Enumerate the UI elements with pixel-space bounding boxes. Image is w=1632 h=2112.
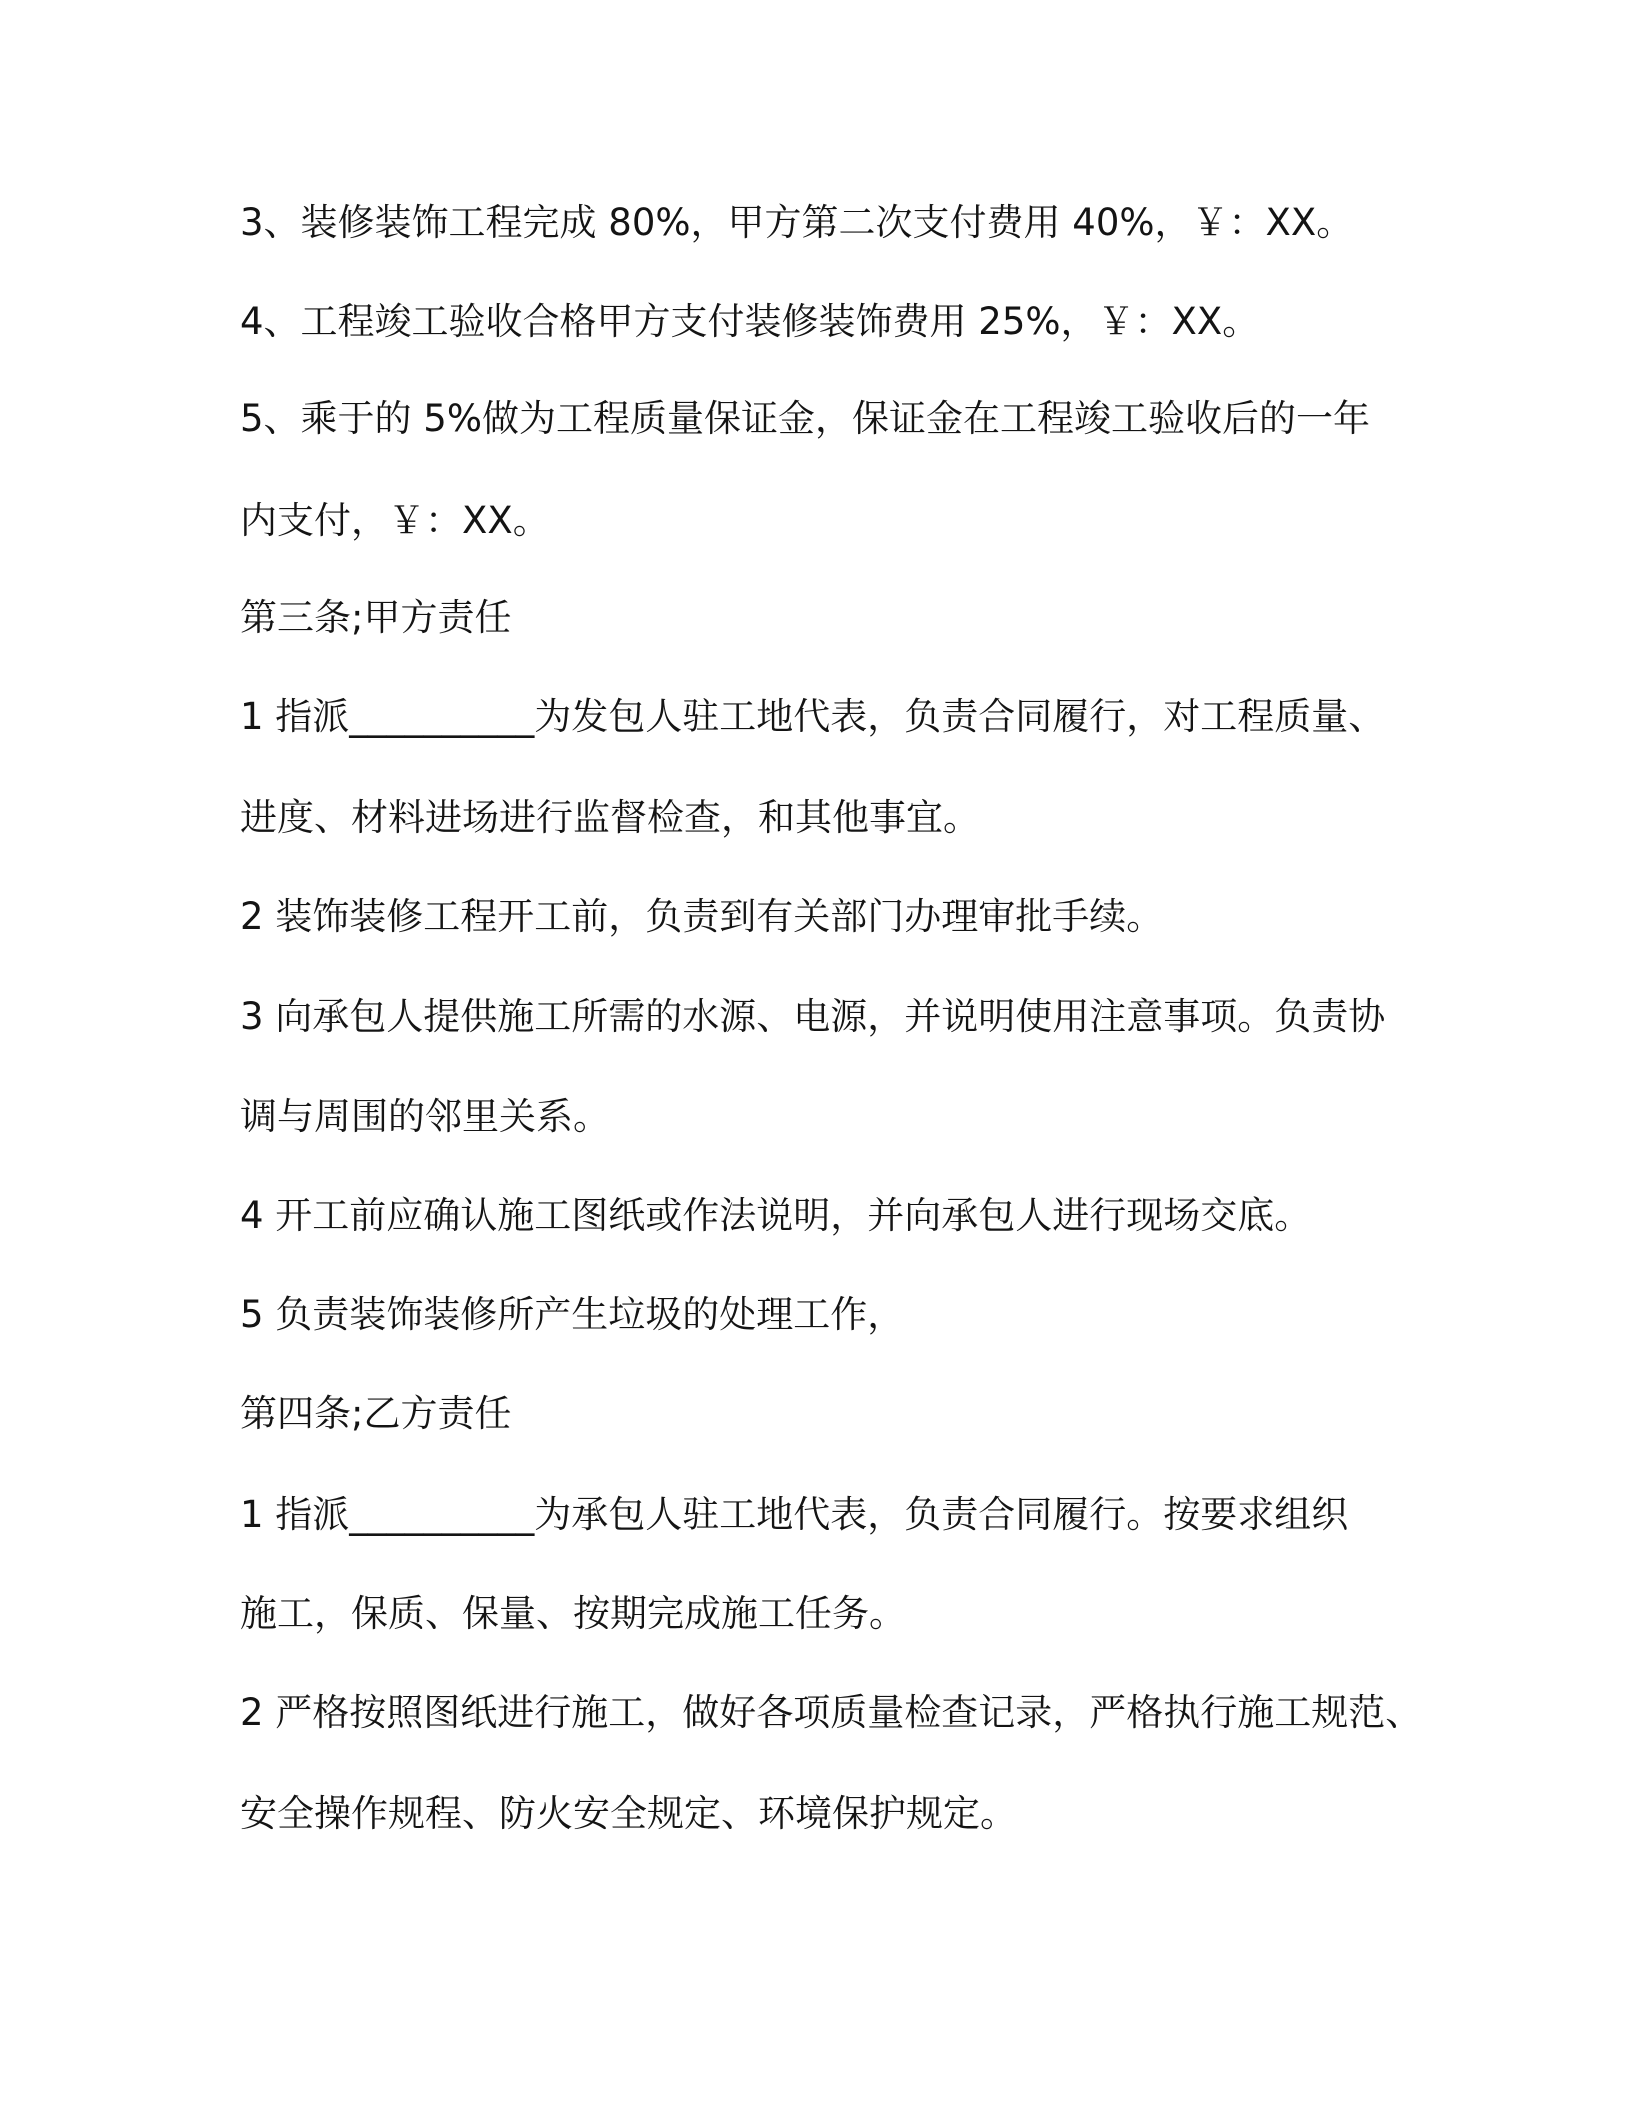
party-a-duty-5: 5 负责装饰装修所产生垃圾的处理工作， <box>240 1293 905 1336</box>
party-a-duty-3-cont: 调与周围的邻里关系。 <box>240 1095 610 1138</box>
party-a-duty-3: 3 向承包人提供施工所需的水源、电源，并说明使用注意事项。负责协 <box>240 995 1386 1038</box>
party-b-duty-2: 2 严格按照图纸进行施工，做好各项质量检查记录，严格执行施工规范、 <box>240 1691 1423 1734</box>
party-a-duty-2: 2 装饰装修工程开工前，负责到有关部门办理审批手续。 <box>240 895 1164 938</box>
party-b-duty-1: 1 指派__________为承包人驻工地代表，负责合同履行。按要求组织 <box>240 1493 1349 1536</box>
payment-item-5: 5、乘于的 5%做为工程质量保证金，保证金在工程竣工验收后的一年 <box>240 397 1370 440</box>
section-heading-article-3: 第三条;甲方责任 <box>240 596 512 639</box>
party-a-duty-1-cont: 进度、材料进场进行监督检查，和其他事宜。 <box>240 796 980 839</box>
party-a-duty-4: 4 开工前应确认施工图纸或作法说明，并向承包人进行现场交底。 <box>240 1194 1312 1237</box>
payment-item-3: 3、装修装饰工程完成 80%，甲方第二次支付费用 40%，￥：XX。 <box>240 201 1354 244</box>
payment-item-5-cont: 内支付，￥：XX。 <box>240 499 550 542</box>
party-b-duty-1-cont: 施工，保质、保量、按期完成施工任务。 <box>240 1592 906 1635</box>
party-a-duty-1: 1 指派__________为发包人驻工地代表，负责合同履行，对工程质量、 <box>240 695 1386 738</box>
party-b-duty-2-cont: 安全操作规程、防火安全规定、环境保护规定。 <box>240 1792 1017 1835</box>
payment-item-4: 4、工程竣工验收合格甲方支付装修装饰费用 25%，￥：XX。 <box>240 300 1260 343</box>
section-heading-article-4: 第四条;乙方责任 <box>240 1392 512 1435</box>
